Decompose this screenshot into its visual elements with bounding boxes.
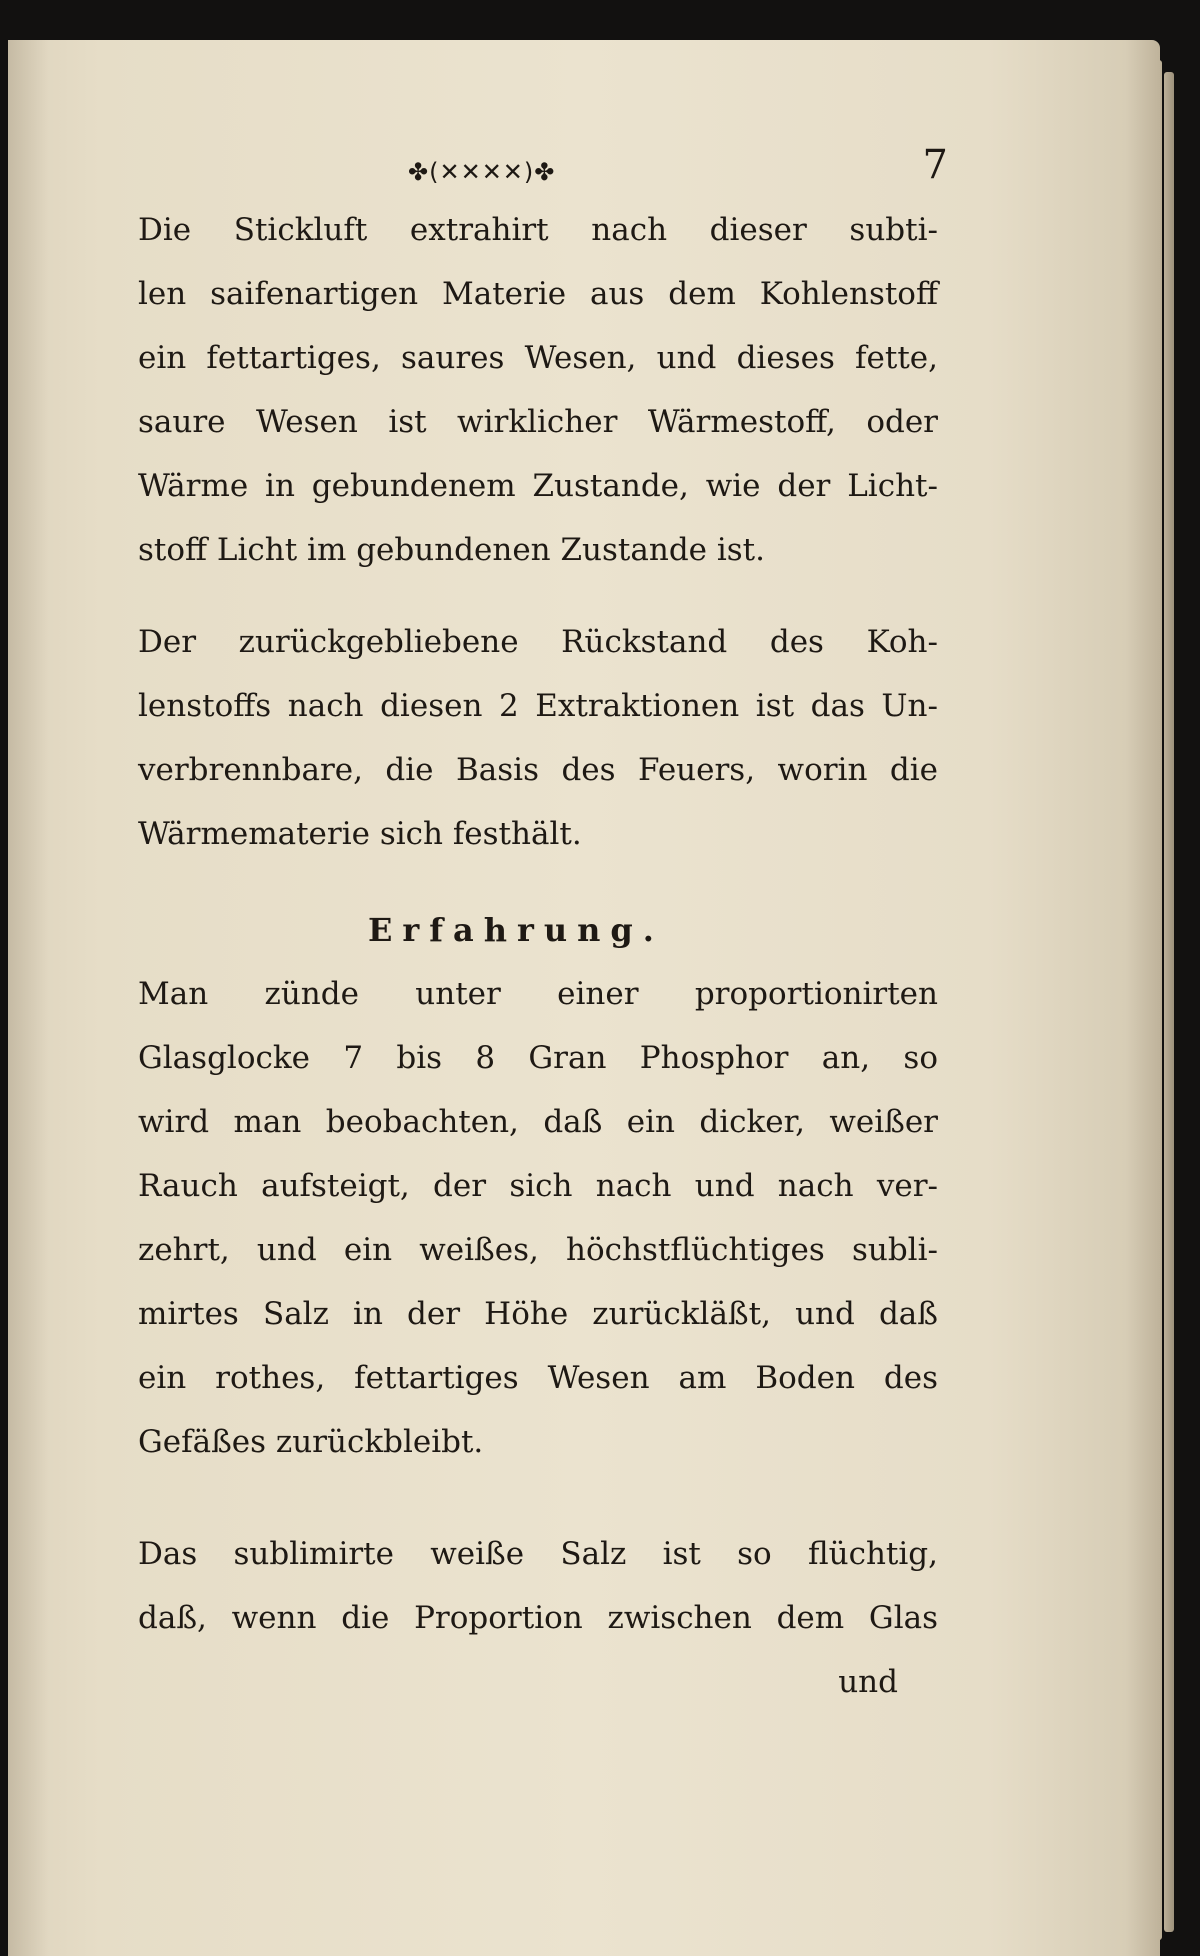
text-line: daß, wenn die Proportion zwischen dem Glas	[138, 1600, 938, 1636]
text-line: ein rothes, fettartiges Wesen am Boden des	[138, 1360, 938, 1396]
section-heading: Erfahrung.	[368, 911, 664, 949]
text-line: verbrennbare, die Basis des Feuers, worin die	[138, 752, 938, 788]
text-line: stoff Licht im gebundenen Zustande ist.	[138, 532, 765, 568]
text-line: wird man beobachten, daß ein dicker, weißer	[138, 1104, 938, 1140]
text-line: ein fettartiges, saures Wesen, und dieses fette,	[138, 340, 938, 376]
text-line: Der zurückgebliebene Rückstand des Koh-	[138, 624, 938, 660]
text-line: saure Wesen ist wirklicher Wärmestoff, oder	[138, 404, 938, 440]
running-header	[138, 142, 948, 198]
catchword: und	[838, 1664, 898, 1700]
page-number: 7	[922, 142, 948, 188]
text-line: len saifenartigen Materie aus dem Kohlenstoff	[138, 276, 938, 312]
paragraph-2	[138, 610, 938, 866]
paragraph-3	[138, 962, 938, 1474]
header-ornament: ✤(✕✕✕✕)✤	[408, 158, 556, 186]
text-line: Die Stickluft extrahirt nach dieser subti-	[138, 212, 938, 248]
text-line: zehrt, und ein weißes, höchstflüchtiges subli-	[138, 1232, 938, 1268]
text-line: Das sublimirte weiße Salz ist so flüchtig,	[138, 1536, 938, 1572]
text-line: Wärme in gebundenem Zustande, wie der Licht-	[138, 468, 938, 504]
text-line: Rauch aufsteigt, der sich nach und nach ver-	[138, 1168, 938, 1204]
spine-shadow	[8, 40, 48, 1956]
text-block	[138, 142, 948, 1714]
text-line: mirtes Salz in der Höhe zurückläßt, und daß	[138, 1296, 938, 1332]
text-line: Gefäßes zurückbleibt.	[138, 1424, 484, 1460]
text-line: Wärmematerie sich festhält.	[138, 816, 582, 852]
text-line: lenstoffs nach diesen 2 Extraktionen ist das Un-	[138, 688, 938, 724]
page-edge-stack	[1164, 72, 1174, 1932]
paragraph-4	[138, 1522, 938, 1650]
paragraph-1	[138, 198, 938, 582]
text-line: Glasglocke 7 bis 8 Gran Phosphor an, so	[138, 1040, 938, 1076]
text-line: Man zünde unter einer proportionirten	[138, 976, 938, 1012]
